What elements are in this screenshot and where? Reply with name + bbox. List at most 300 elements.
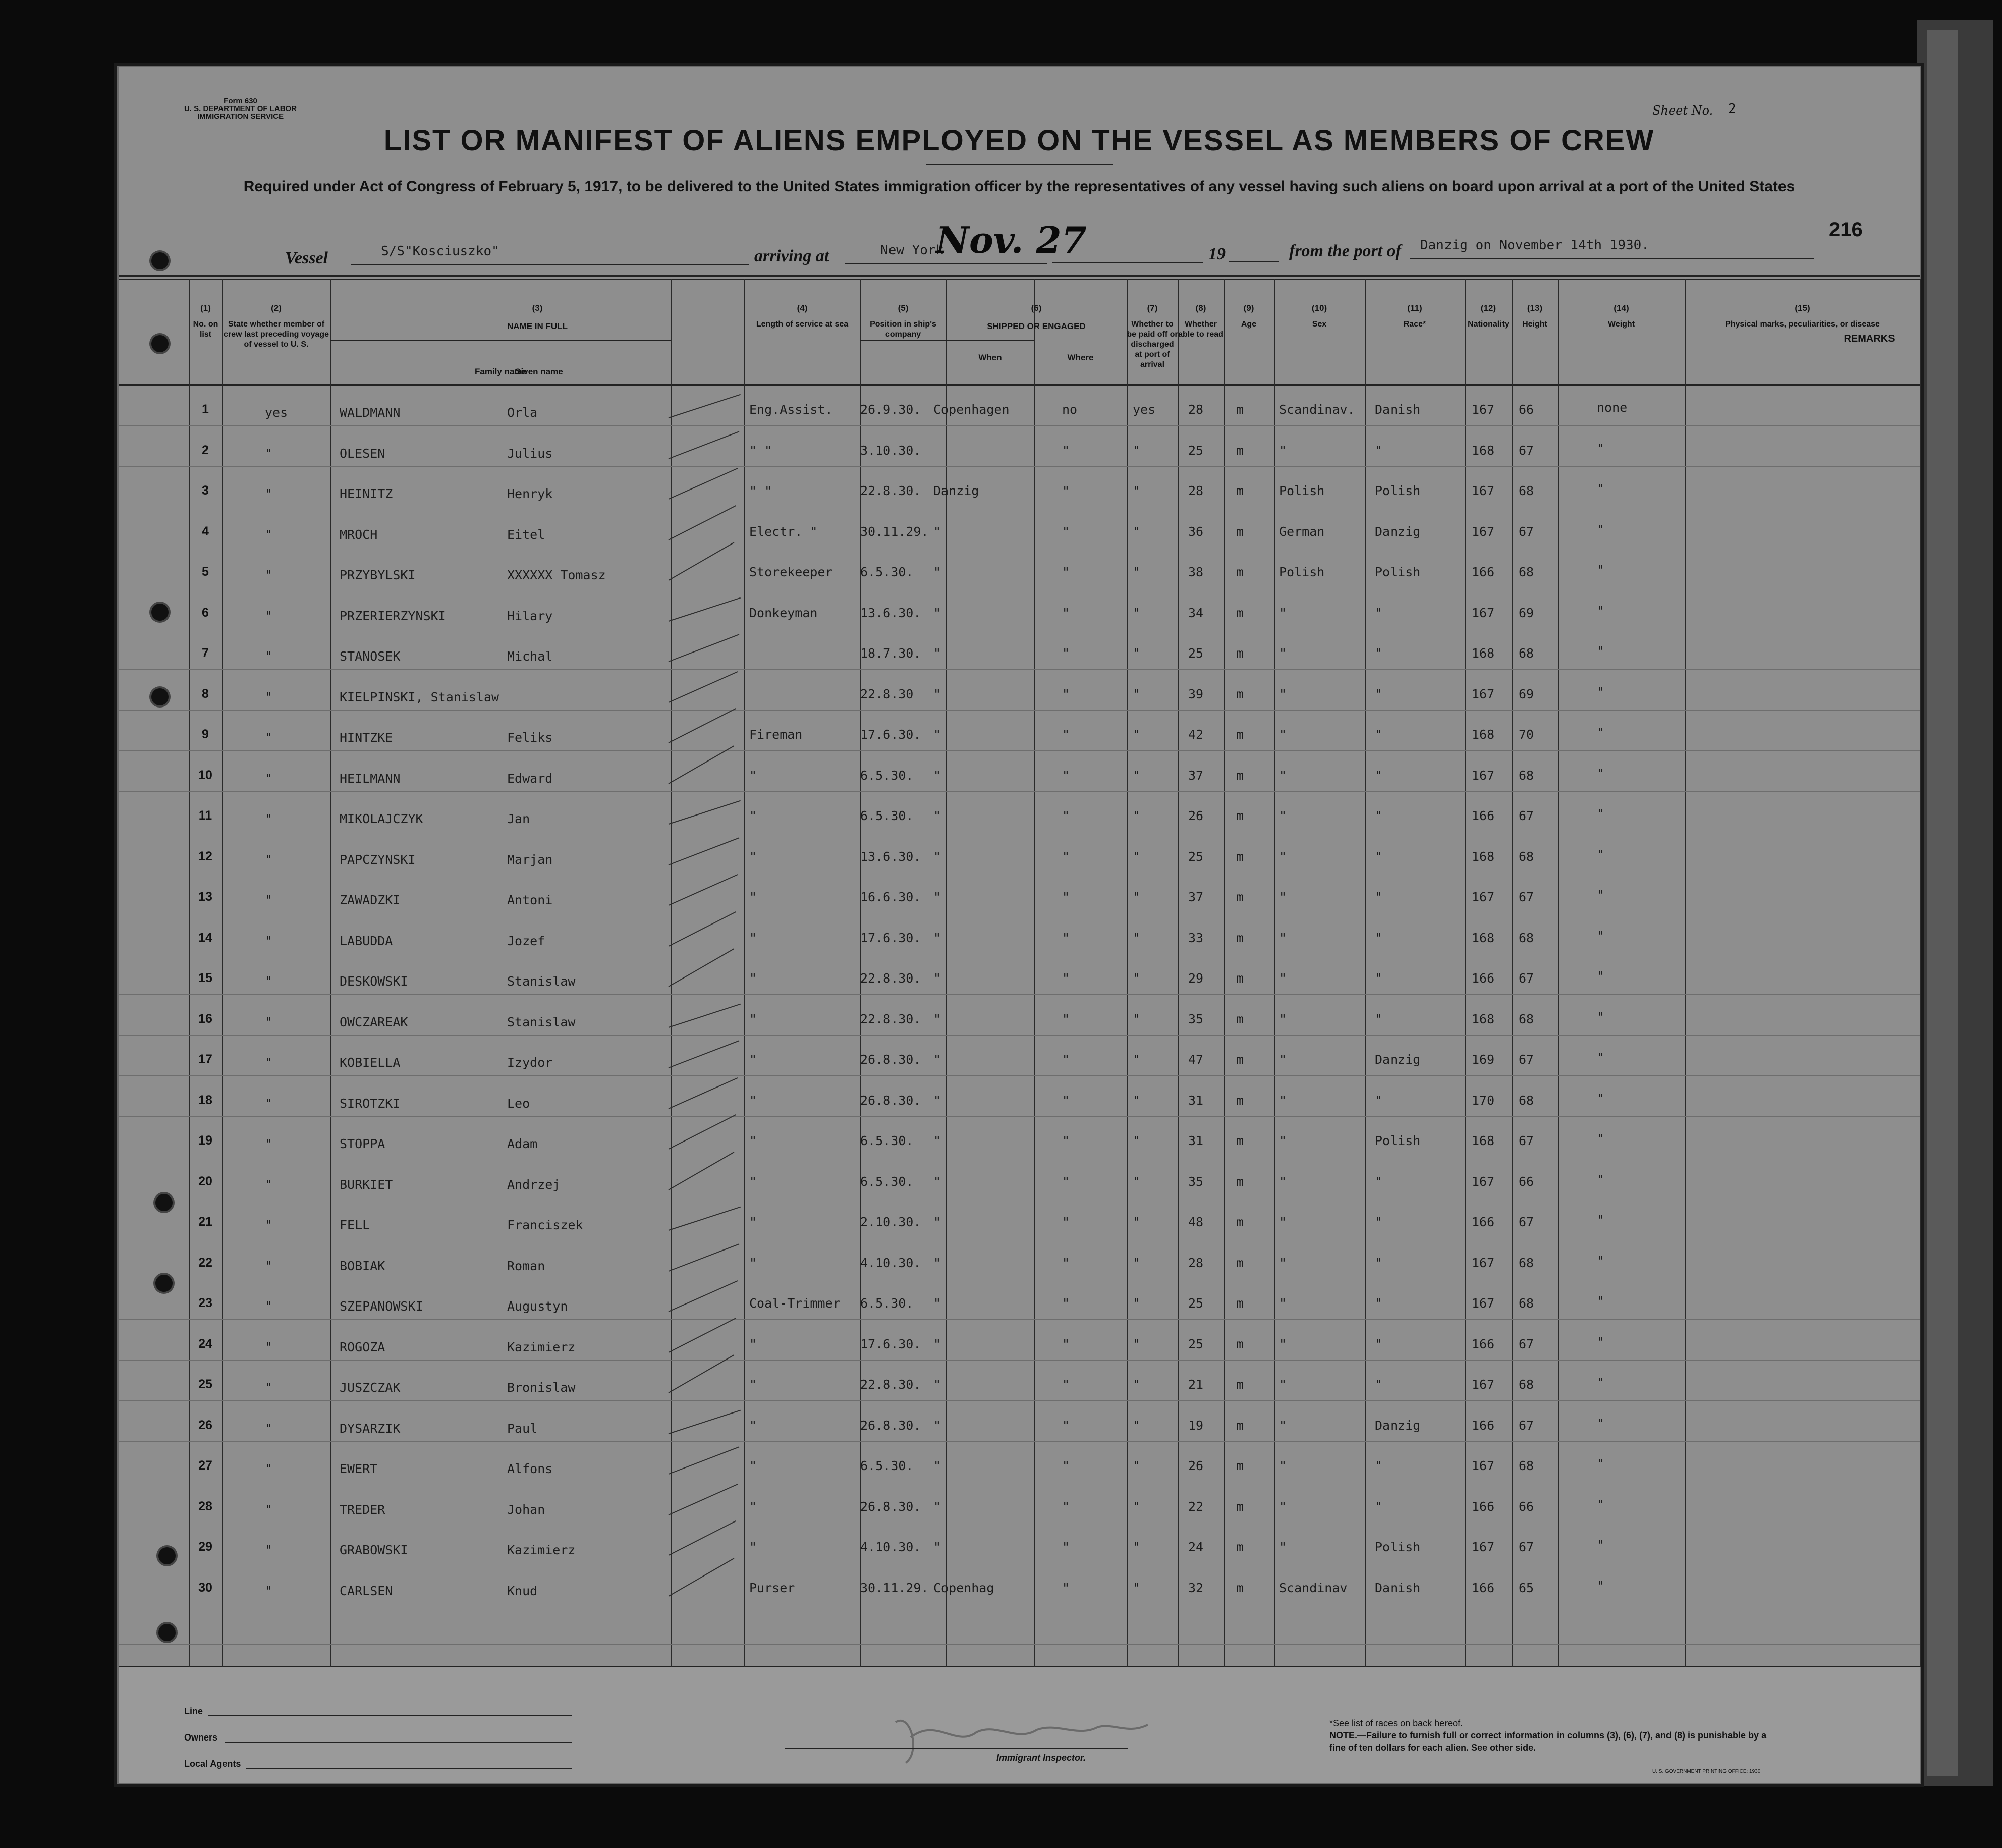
cell-given-name: Adam <box>507 1136 538 1151</box>
cell-prev-voyage: " <box>265 974 273 989</box>
cell-race: " <box>1279 1499 1287 1514</box>
cell-position: " <box>749 1011 757 1026</box>
cell-nationality: " <box>1375 971 1383 986</box>
cell-race: " <box>1279 1011 1287 1026</box>
cell-sex: m <box>1236 1540 1244 1554</box>
from-port-value: Danzig on November 14th 1930. <box>1420 238 1649 253</box>
cell-nationality: " <box>1375 646 1383 661</box>
cell-weight: 68 <box>1519 1296 1534 1311</box>
cell-family-name: MROCH <box>340 527 378 542</box>
col-header-weight: Weight <box>1607 320 1635 329</box>
cell-nationality: " <box>1375 930 1383 945</box>
cell-weight: 69 <box>1519 686 1534 701</box>
cell-height: 166 <box>1472 1418 1495 1433</box>
column-rule <box>1920 279 1921 1667</box>
cell-nationality: " <box>1375 808 1383 823</box>
line-label: Line <box>184 1706 203 1716</box>
cell-nationality: " <box>1375 727 1383 742</box>
cell-prev-voyage: " <box>265 1258 273 1273</box>
row-number: 29 <box>198 1540 212 1554</box>
col-number-weight: (14) <box>1614 303 1629 313</box>
cell-when: 17.6.30. <box>860 1336 921 1351</box>
row-rule <box>119 1400 1920 1401</box>
service-check-mark <box>669 1207 741 1231</box>
col-header-race: Race* <box>1403 320 1426 329</box>
cell-physical-marks: " <box>1597 725 1605 740</box>
cell-position: " <box>749 1336 757 1351</box>
cell-where: " <box>933 971 941 986</box>
cell-given-name: Paul <box>507 1421 538 1436</box>
cell-race: " <box>1279 1540 1287 1554</box>
cell-height: 170 <box>1472 1093 1495 1108</box>
arriving-label: arriving at <box>754 247 829 265</box>
cell-where: " <box>933 1458 941 1473</box>
cell-nationality: " <box>1375 1093 1383 1108</box>
cell-where: " <box>933 524 941 539</box>
row-rule <box>119 1075 1920 1076</box>
binder-hole <box>158 1624 176 1641</box>
service-check-mark <box>669 800 741 825</box>
cell-age: 33 <box>1188 930 1204 945</box>
cell-family-name: HEINITZ <box>340 486 393 501</box>
cell-able-read: " <box>1133 808 1141 823</box>
cell-race: " <box>1279 646 1287 661</box>
cell-height: 168 <box>1472 1011 1495 1026</box>
service-check-mark <box>669 1446 740 1475</box>
cell-prev-voyage: " <box>265 1055 273 1070</box>
cell-given-name: Eitel <box>507 527 545 542</box>
cell-able-read: " <box>1133 1418 1141 1433</box>
col-header-shipped: SHIPPED OR ENGAGED <box>987 321 1086 331</box>
cell-age: 26 <box>1188 1458 1204 1473</box>
cell-age: 21 <box>1188 1377 1204 1392</box>
cell-height: 168 <box>1472 727 1495 742</box>
cell-race: " <box>1279 1418 1287 1433</box>
cell-when: 13.6.30. <box>860 849 921 864</box>
cell-weight: 67 <box>1519 1052 1534 1067</box>
cell-sex: m <box>1236 443 1244 458</box>
cell-prev-voyage: " <box>265 811 273 826</box>
cell-where: " <box>933 1255 941 1270</box>
cell-paid-off: " <box>1062 1133 1070 1148</box>
cell-family-name: FELL <box>340 1218 370 1232</box>
column-rule <box>1465 279 1466 1667</box>
cell-weight: 67 <box>1519 443 1534 458</box>
cell-nationality: Polish <box>1375 483 1421 498</box>
cell-height: 166 <box>1472 1499 1495 1514</box>
cell-prev-voyage: yes <box>265 405 288 420</box>
cell-position: Fireman <box>749 727 803 742</box>
col-header-age: Age <box>1241 320 1257 329</box>
from-port-label: from the port of <box>1289 242 1401 260</box>
cell-height: 167 <box>1472 686 1495 701</box>
cell-able-read: " <box>1133 1052 1141 1067</box>
cell-weight: 68 <box>1519 849 1534 864</box>
cell-nationality: " <box>1375 768 1383 783</box>
row-number: 12 <box>198 849 212 863</box>
cell-height: 168 <box>1472 646 1495 661</box>
cell-age: 34 <box>1188 605 1204 620</box>
cell-family-name: HINTZKE <box>340 730 393 745</box>
subheader-where: Where <box>1067 353 1094 362</box>
cell-where: Copenhag <box>933 1580 994 1595</box>
cell-paid-off: " <box>1062 1418 1070 1433</box>
cell-given-name: Izydor <box>507 1055 553 1070</box>
cell-physical-marks: " <box>1597 969 1605 984</box>
cell-height: 166 <box>1472 1580 1495 1595</box>
cell-paid-off: " <box>1062 443 1070 458</box>
column-rule <box>1685 279 1686 1667</box>
cell-race: " <box>1279 727 1287 742</box>
cell-paid-off: " <box>1062 1296 1070 1311</box>
cell-family-name: KIELPINSKI, Stanislaw <box>340 689 499 704</box>
cell-where: " <box>933 1093 941 1108</box>
cell-position: Eng.Assist. <box>749 402 833 417</box>
cell-height: 167 <box>1472 402 1495 417</box>
cell-prev-voyage: " <box>265 1502 273 1517</box>
cell-height: 167 <box>1472 524 1495 539</box>
cell-race: " <box>1279 686 1287 701</box>
row-number: 7 <box>202 646 209 660</box>
cell-physical-marks: none <box>1597 400 1628 415</box>
cell-height: 167 <box>1472 1540 1495 1554</box>
cell-able-read: " <box>1133 605 1141 620</box>
cell-physical-marks: " <box>1597 1213 1605 1227</box>
cell-where: " <box>933 727 941 742</box>
cell-weight: 68 <box>1519 646 1534 661</box>
column-rule <box>1127 279 1128 1667</box>
row-number: 15 <box>198 971 212 985</box>
cell-prev-voyage: " <box>265 771 273 786</box>
cell-when: 22.8.30. <box>860 1377 921 1392</box>
inspector-label: Immigrant Inspector. <box>996 1753 1086 1763</box>
cell-able-read: " <box>1133 930 1141 945</box>
cell-position: " " <box>749 443 772 458</box>
row-number: 10 <box>198 768 212 782</box>
col-number-prev-voyage: (2) <box>271 303 282 313</box>
cell-paid-off: " <box>1062 1052 1070 1067</box>
cell-where: " <box>933 1540 941 1554</box>
row-number: 20 <box>198 1174 212 1188</box>
row-number: 3 <box>202 483 209 498</box>
cell-able-read: yes <box>1133 402 1156 417</box>
cell-race: " <box>1279 1296 1287 1311</box>
cell-given-name: Leo <box>507 1096 530 1111</box>
from-port-underline <box>1410 258 1814 259</box>
service-check-mark <box>669 948 735 987</box>
cell-nationality: " <box>1375 443 1383 458</box>
col-header-position: Position in ship's company <box>870 320 936 339</box>
col-header-length-service: Length of service at sea <box>756 320 849 329</box>
cell-paid-off: no <box>1062 402 1078 417</box>
cell-age: 32 <box>1188 1580 1204 1595</box>
cell-physical-marks: " <box>1597 481 1605 496</box>
cell-nationality: Danzig <box>1375 524 1421 539</box>
cell-position: " <box>749 849 757 864</box>
col-number-race: (11) <box>1407 303 1422 313</box>
cell-race: " <box>1279 605 1287 620</box>
cell-physical-marks: " <box>1597 1416 1605 1431</box>
cell-family-name: GRABOWSKI <box>340 1543 408 1557</box>
col-number-physical-marks: (15) <box>1795 303 1810 313</box>
cell-sex: m <box>1236 1215 1244 1229</box>
cell-paid-off: " <box>1062 1255 1070 1270</box>
cell-where: " <box>933 768 941 783</box>
cell-sex: m <box>1236 1580 1244 1595</box>
cell-when: 26.8.30. <box>860 1093 921 1108</box>
cell-age: 29 <box>1188 971 1204 986</box>
cell-weight: 68 <box>1519 1093 1534 1108</box>
cell-physical-marks: " <box>1597 522 1605 537</box>
row-number: 23 <box>198 1296 212 1310</box>
column-rule <box>744 279 745 1667</box>
row-number: 13 <box>198 890 212 904</box>
inspector-underline <box>785 1748 1128 1749</box>
col-header-no: No. on list <box>193 320 218 339</box>
cell-sex: m <box>1236 971 1244 986</box>
cell-sex: m <box>1236 1011 1244 1026</box>
cell-prev-voyage: " <box>265 568 273 582</box>
cell-race: " <box>1279 890 1287 904</box>
col-number-able-read: (8) <box>1195 303 1206 313</box>
row-number: 11 <box>198 808 212 823</box>
cell-position: " <box>749 1174 757 1189</box>
table-top-rule <box>119 275 1920 277</box>
cell-paid-off: " <box>1062 890 1070 904</box>
cell-paid-off: " <box>1062 930 1070 945</box>
table-top-rule-2 <box>119 279 1920 280</box>
cell-where: Copenhagen <box>933 402 1010 417</box>
cell-where: " <box>933 565 941 579</box>
cell-position: Storekeeper <box>749 565 833 579</box>
department-name: U. S. DEPARTMENT OF LABOR <box>184 104 297 113</box>
cell-prev-voyage: " <box>265 1299 273 1314</box>
cell-sex: m <box>1236 808 1244 823</box>
cell-race: " <box>1279 808 1287 823</box>
cell-physical-marks: " <box>1597 1050 1605 1065</box>
cell-sex: m <box>1236 1255 1244 1270</box>
row-rule <box>119 669 1920 670</box>
cell-where: " <box>933 1377 941 1392</box>
cell-sex: m <box>1236 1296 1244 1311</box>
cell-able-read: " <box>1133 727 1141 742</box>
row-number: 19 <box>198 1133 212 1148</box>
cell-weight: 68 <box>1519 1458 1534 1473</box>
service-check-mark <box>669 671 738 703</box>
cell-when: 18.7.30. <box>860 646 921 661</box>
cell-where: " <box>933 1174 941 1189</box>
cell-able-read: " <box>1133 686 1141 701</box>
cell-age: 25 <box>1188 646 1204 661</box>
cell-physical-marks: " <box>1597 1497 1605 1512</box>
cell-physical-marks: " <box>1597 1334 1605 1349</box>
cell-when: 16.6.30. <box>860 890 921 904</box>
cell-able-read: " <box>1133 1377 1141 1392</box>
cell-able-read: " <box>1133 1215 1141 1229</box>
cell-when: 26.8.30. <box>860 1499 921 1514</box>
cell-physical-marks: " <box>1597 441 1605 456</box>
cell-where: " <box>933 1296 941 1311</box>
service-check-mark <box>669 1354 735 1393</box>
cell-prev-voyage: " <box>265 893 273 907</box>
cell-prev-voyage: " <box>265 1136 273 1151</box>
cell-prev-voyage: " <box>265 933 273 948</box>
cell-given-name: Johan <box>507 1502 545 1517</box>
cell-family-name: WALDMANN <box>340 405 401 420</box>
cell-sex: m <box>1236 565 1244 579</box>
cell-prev-voyage: " <box>265 608 273 623</box>
col-header-able-read: Whether able to read <box>1178 320 1224 339</box>
cell-weight: 67 <box>1519 890 1534 904</box>
cell-age: 24 <box>1188 1540 1204 1554</box>
cell-family-name: LABUDDA <box>340 933 393 948</box>
cell-position: " <box>749 1093 757 1108</box>
cell-nationality: " <box>1375 849 1383 864</box>
cell-weight: 68 <box>1519 1255 1534 1270</box>
cell-given-name: Jozef <box>507 933 545 948</box>
cell-able-read: " <box>1133 971 1141 986</box>
cell-paid-off: " <box>1062 1093 1070 1108</box>
row-rule <box>119 1644 1920 1645</box>
service-check-mark <box>669 837 740 865</box>
vessel-label: Vessel <box>285 249 328 267</box>
cell-paid-off: " <box>1062 1174 1070 1189</box>
cell-physical-marks: " <box>1597 644 1605 659</box>
cell-weight: 66 <box>1519 1499 1534 1514</box>
cell-when: 13.6.30. <box>860 605 921 620</box>
cell-where: " <box>933 1499 941 1514</box>
cell-when: 22.8.30. <box>860 1011 921 1026</box>
cell-prev-voyage: " <box>265 1339 273 1354</box>
cell-physical-marks: " <box>1597 1456 1605 1471</box>
cell-paid-off: " <box>1062 524 1070 539</box>
form-number: Form 630 <box>224 97 257 105</box>
cell-height: 167 <box>1472 768 1495 783</box>
cell-weight: 67 <box>1519 1540 1534 1554</box>
cell-given-name: Kazimierz <box>507 1543 576 1557</box>
cell-race: " <box>1279 849 1287 864</box>
year-label: 19 <box>1208 245 1226 263</box>
col-header-remarks: REMARKS <box>1844 333 1895 344</box>
page-edge-strip <box>1927 30 1958 1776</box>
cell-physical-marks: " <box>1597 684 1605 699</box>
service-check-mark <box>669 874 738 906</box>
cell-sex: m <box>1236 768 1244 783</box>
cell-given-name: Michal <box>507 649 553 664</box>
cell-sex: m <box>1236 1133 1244 1148</box>
cell-able-read: " <box>1133 1458 1141 1473</box>
cell-age: 28 <box>1188 402 1204 417</box>
cell-family-name: PRZERIERZYNSKI <box>340 608 446 623</box>
cell-given-name: Marjan <box>507 852 553 867</box>
cell-height: 167 <box>1472 1255 1495 1270</box>
cell-nationality: " <box>1375 1215 1383 1229</box>
row-number: 22 <box>198 1255 212 1270</box>
cell-position: " <box>749 808 757 823</box>
cell-family-name: PRZYBYLSKI <box>340 568 416 582</box>
row-number: 4 <box>202 524 209 538</box>
cell-position: " <box>749 1052 757 1067</box>
cell-prev-voyage: " <box>265 1177 273 1192</box>
cell-sex: m <box>1236 1174 1244 1189</box>
cell-paid-off: " <box>1062 1458 1070 1473</box>
col-header-nationality: Nationality <box>1468 320 1509 329</box>
subheader-rule <box>330 340 671 341</box>
cell-physical-marks: " <box>1597 1253 1605 1268</box>
cell-age: 37 <box>1188 890 1204 904</box>
cell-when: 2.10.30. <box>860 1215 921 1229</box>
cell-weight: 67 <box>1519 808 1534 823</box>
cell-given-name: Henryk <box>507 486 553 501</box>
cell-paid-off: " <box>1062 483 1070 498</box>
cell-height: 168 <box>1472 1133 1495 1148</box>
cell-sex: m <box>1236 1377 1244 1392</box>
service-check-mark <box>669 431 740 459</box>
cell-paid-off: " <box>1062 727 1070 742</box>
row-rule <box>119 750 1920 751</box>
cell-nationality: Danzig <box>1375 1418 1421 1433</box>
cell-able-read: " <box>1133 768 1141 783</box>
cell-given-name: Kazimierz <box>507 1339 576 1354</box>
cell-nationality: " <box>1375 1499 1383 1514</box>
cell-weight: 65 <box>1519 1580 1534 1595</box>
column-rule <box>1558 279 1559 1667</box>
row-number: 21 <box>198 1215 212 1229</box>
arrival-date-handwritten: Nov. 27 <box>936 219 1087 261</box>
column-rule <box>1178 279 1179 1667</box>
row-number: 9 <box>202 727 209 741</box>
cell-position: " <box>749 930 757 945</box>
form-identifier <box>184 97 297 120</box>
cell-nationality: " <box>1375 1458 1383 1473</box>
cell-position: Purser <box>749 1580 795 1595</box>
cell-prev-voyage: " <box>265 446 273 461</box>
cell-height: 168 <box>1472 930 1495 945</box>
binder-hole <box>151 604 169 621</box>
cell-race: " <box>1279 971 1287 986</box>
cell-weight: 67 <box>1519 971 1534 986</box>
cell-where: " <box>933 605 941 620</box>
cell-prev-voyage: " <box>265 1380 273 1395</box>
cell-physical-marks: " <box>1597 1009 1605 1024</box>
cell-family-name: TREDER <box>340 1502 385 1517</box>
cell-position: Coal-Trimmer <box>749 1296 841 1311</box>
col-number-length-service: (4) <box>797 303 808 313</box>
cell-where: " <box>933 890 941 904</box>
year-underline <box>1229 261 1279 262</box>
cell-sex: m <box>1236 930 1244 945</box>
binder-hole <box>151 252 169 269</box>
cell-sex: m <box>1236 727 1244 742</box>
penalty-note: NOTE.—Failure to furnish full or correct information in columns (3), (6), (7), and (8) is punishable by a fine of ten dollars for each alien. See other side. <box>1329 1730 1767 1753</box>
row-number: 27 <box>198 1458 212 1473</box>
cell-prev-voyage: " <box>265 1096 273 1111</box>
cell-prev-voyage: " <box>265 689 273 704</box>
cell-able-read: " <box>1133 565 1141 579</box>
race-note: *See list of races on back hereof. <box>1329 1718 1463 1728</box>
cell-prev-voyage: " <box>265 852 273 867</box>
col-number-nationality: (12) <box>1480 303 1496 313</box>
service-check-mark <box>669 505 737 540</box>
service-check-mark <box>669 634 740 662</box>
cell-given-name: Roman <box>507 1258 545 1273</box>
service-check-mark <box>669 1003 741 1027</box>
col-header-physical-marks: Physical marks, peculiarities, or disease <box>1725 320 1880 329</box>
cell-sex: m <box>1236 605 1244 620</box>
cell-family-name: CARLSEN <box>340 1583 393 1598</box>
cell-when: 17.6.30. <box>860 930 921 945</box>
cell-paid-off: " <box>1062 646 1070 661</box>
